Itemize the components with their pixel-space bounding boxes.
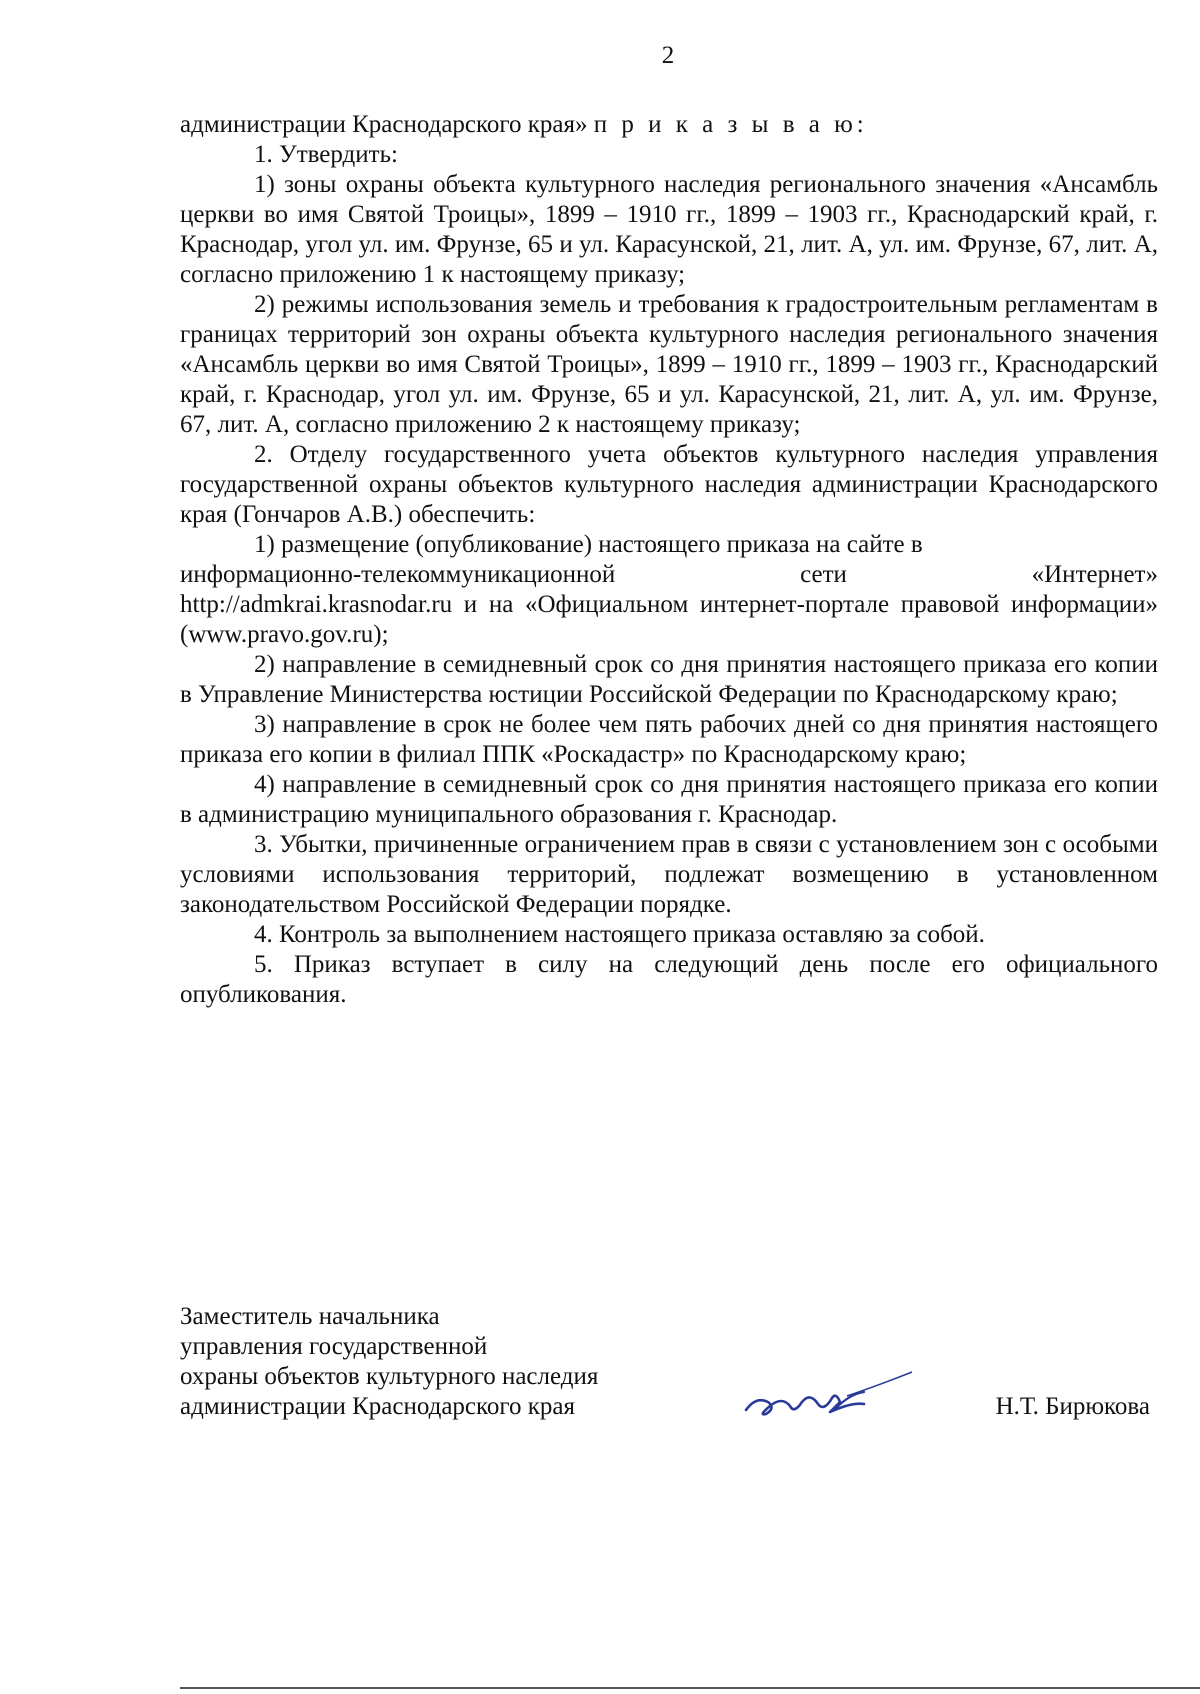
signature-block bbox=[180, 1302, 1158, 1422]
paragraph-item-1-2: 2) режимы использования земель и требования к градостроительным регламентам в границах территорий зон охраны объекта культурного наследия регионального значения «Ансамбль церкви во имя Святой Троицы», 1899 – 1910 гг., 1899 – 1903 гг., Краснодарский край, г. Краснодар, угол ул. им. Фрунзе, 65 и ул. Карасунской, 21, лит. А, ул. им. Фрунзе, 67, лит. А, согласно приложению 2 к настоящему приказу; bbox=[180, 291, 1158, 438]
paragraph-intro bbox=[180, 110, 1158, 140]
paragraph-item-2-4: 4) направление в семидневный срок со дня принятия настоящего приказа его копии в администрацию муниципального образования г. Краснодар. bbox=[180, 771, 1158, 828]
paragraph-item-4: 4. Контроль за выполнением настоящего приказа оставляю за собой. bbox=[254, 921, 985, 948]
bottom-border-line bbox=[180, 1687, 1200, 1689]
intro-text: администрации Краснодарского края» bbox=[180, 111, 588, 138]
signer-title-line-2: управления государственной bbox=[180, 1333, 488, 1360]
paragraph-item-2-2: 2) направление в семидневный срок со дня принятия настоящего приказа его копии в Управление Министерства юстиции Российской Федерации по Краснодарскому краю; bbox=[180, 651, 1158, 708]
paragraph-item-2-1 bbox=[180, 530, 1158, 650]
paragraph-item-2-3: 3) направление в срок не более чем пять рабочих дней со дня принятия настоящего приказа его копии в филиал ППК «Роскадастр» по Краснодарскому краю; bbox=[180, 711, 1158, 768]
paragraph-item-1-1: 1) зоны охраны объекта культурного наследия регионального значения «Ансамбль церкви во имя Святой Троицы», 1899 – 1910 гг., 1899 – 1903 гг., Краснодарский край, г. Краснодар, угол ул. им. Фрунзе, 65 и ул. Карасунской, 21, лит. А, ул. им. Фрунзе, 67, лит. А, согласно приложению 1 к настоящему приказу; bbox=[180, 171, 1158, 288]
item-2-1-line-3: http://admkrai.krasnodar.ru и на «Официальном интернет-портале правовой информации» (www.pravo.gov.ru); bbox=[180, 591, 1158, 648]
signer-name: Н.Т. Бирюкова bbox=[995, 1393, 1150, 1420]
document-body bbox=[180, 110, 1158, 1010]
item-2-1-line-1: 1) размещение (опубликование) настоящего приказа на сайте в bbox=[254, 531, 923, 558]
signer-title-line-3: охраны объектов культурного наследия bbox=[180, 1363, 599, 1390]
page-number: 2 bbox=[661, 42, 675, 69]
paragraph-item-2: 2. Отделу государственного учета объектов культурного наследия управления государственной охраны объектов культурного наследия администрации Краснодарского края (Гончаров А.В.) обеспечить: bbox=[180, 441, 1158, 528]
order-word: п р и к а з ы в а ю: bbox=[593, 111, 868, 138]
signer-title-line-4: администрации Краснодарского края bbox=[180, 1393, 576, 1420]
item-2-1-line-2: информационно-телекоммуникационной сети «Интернет» bbox=[180, 561, 1158, 588]
handwritten-signature bbox=[732, 1362, 962, 1422]
signer-title-line-1: Заместитель начальника bbox=[180, 1303, 440, 1330]
paragraph-item-3: 3. Убытки, причиненные ограничением прав в связи с установлением зон с особыми условиями использования территорий, подлежат возмещению в установленном законодательством Российской Федерации порядке. bbox=[180, 831, 1158, 918]
paragraph-item-5: 5. Приказ вступает в силу на следующий день после его официального опубликования. bbox=[180, 951, 1158, 1008]
paragraph-approve: 1. Утвердить: bbox=[254, 141, 398, 168]
